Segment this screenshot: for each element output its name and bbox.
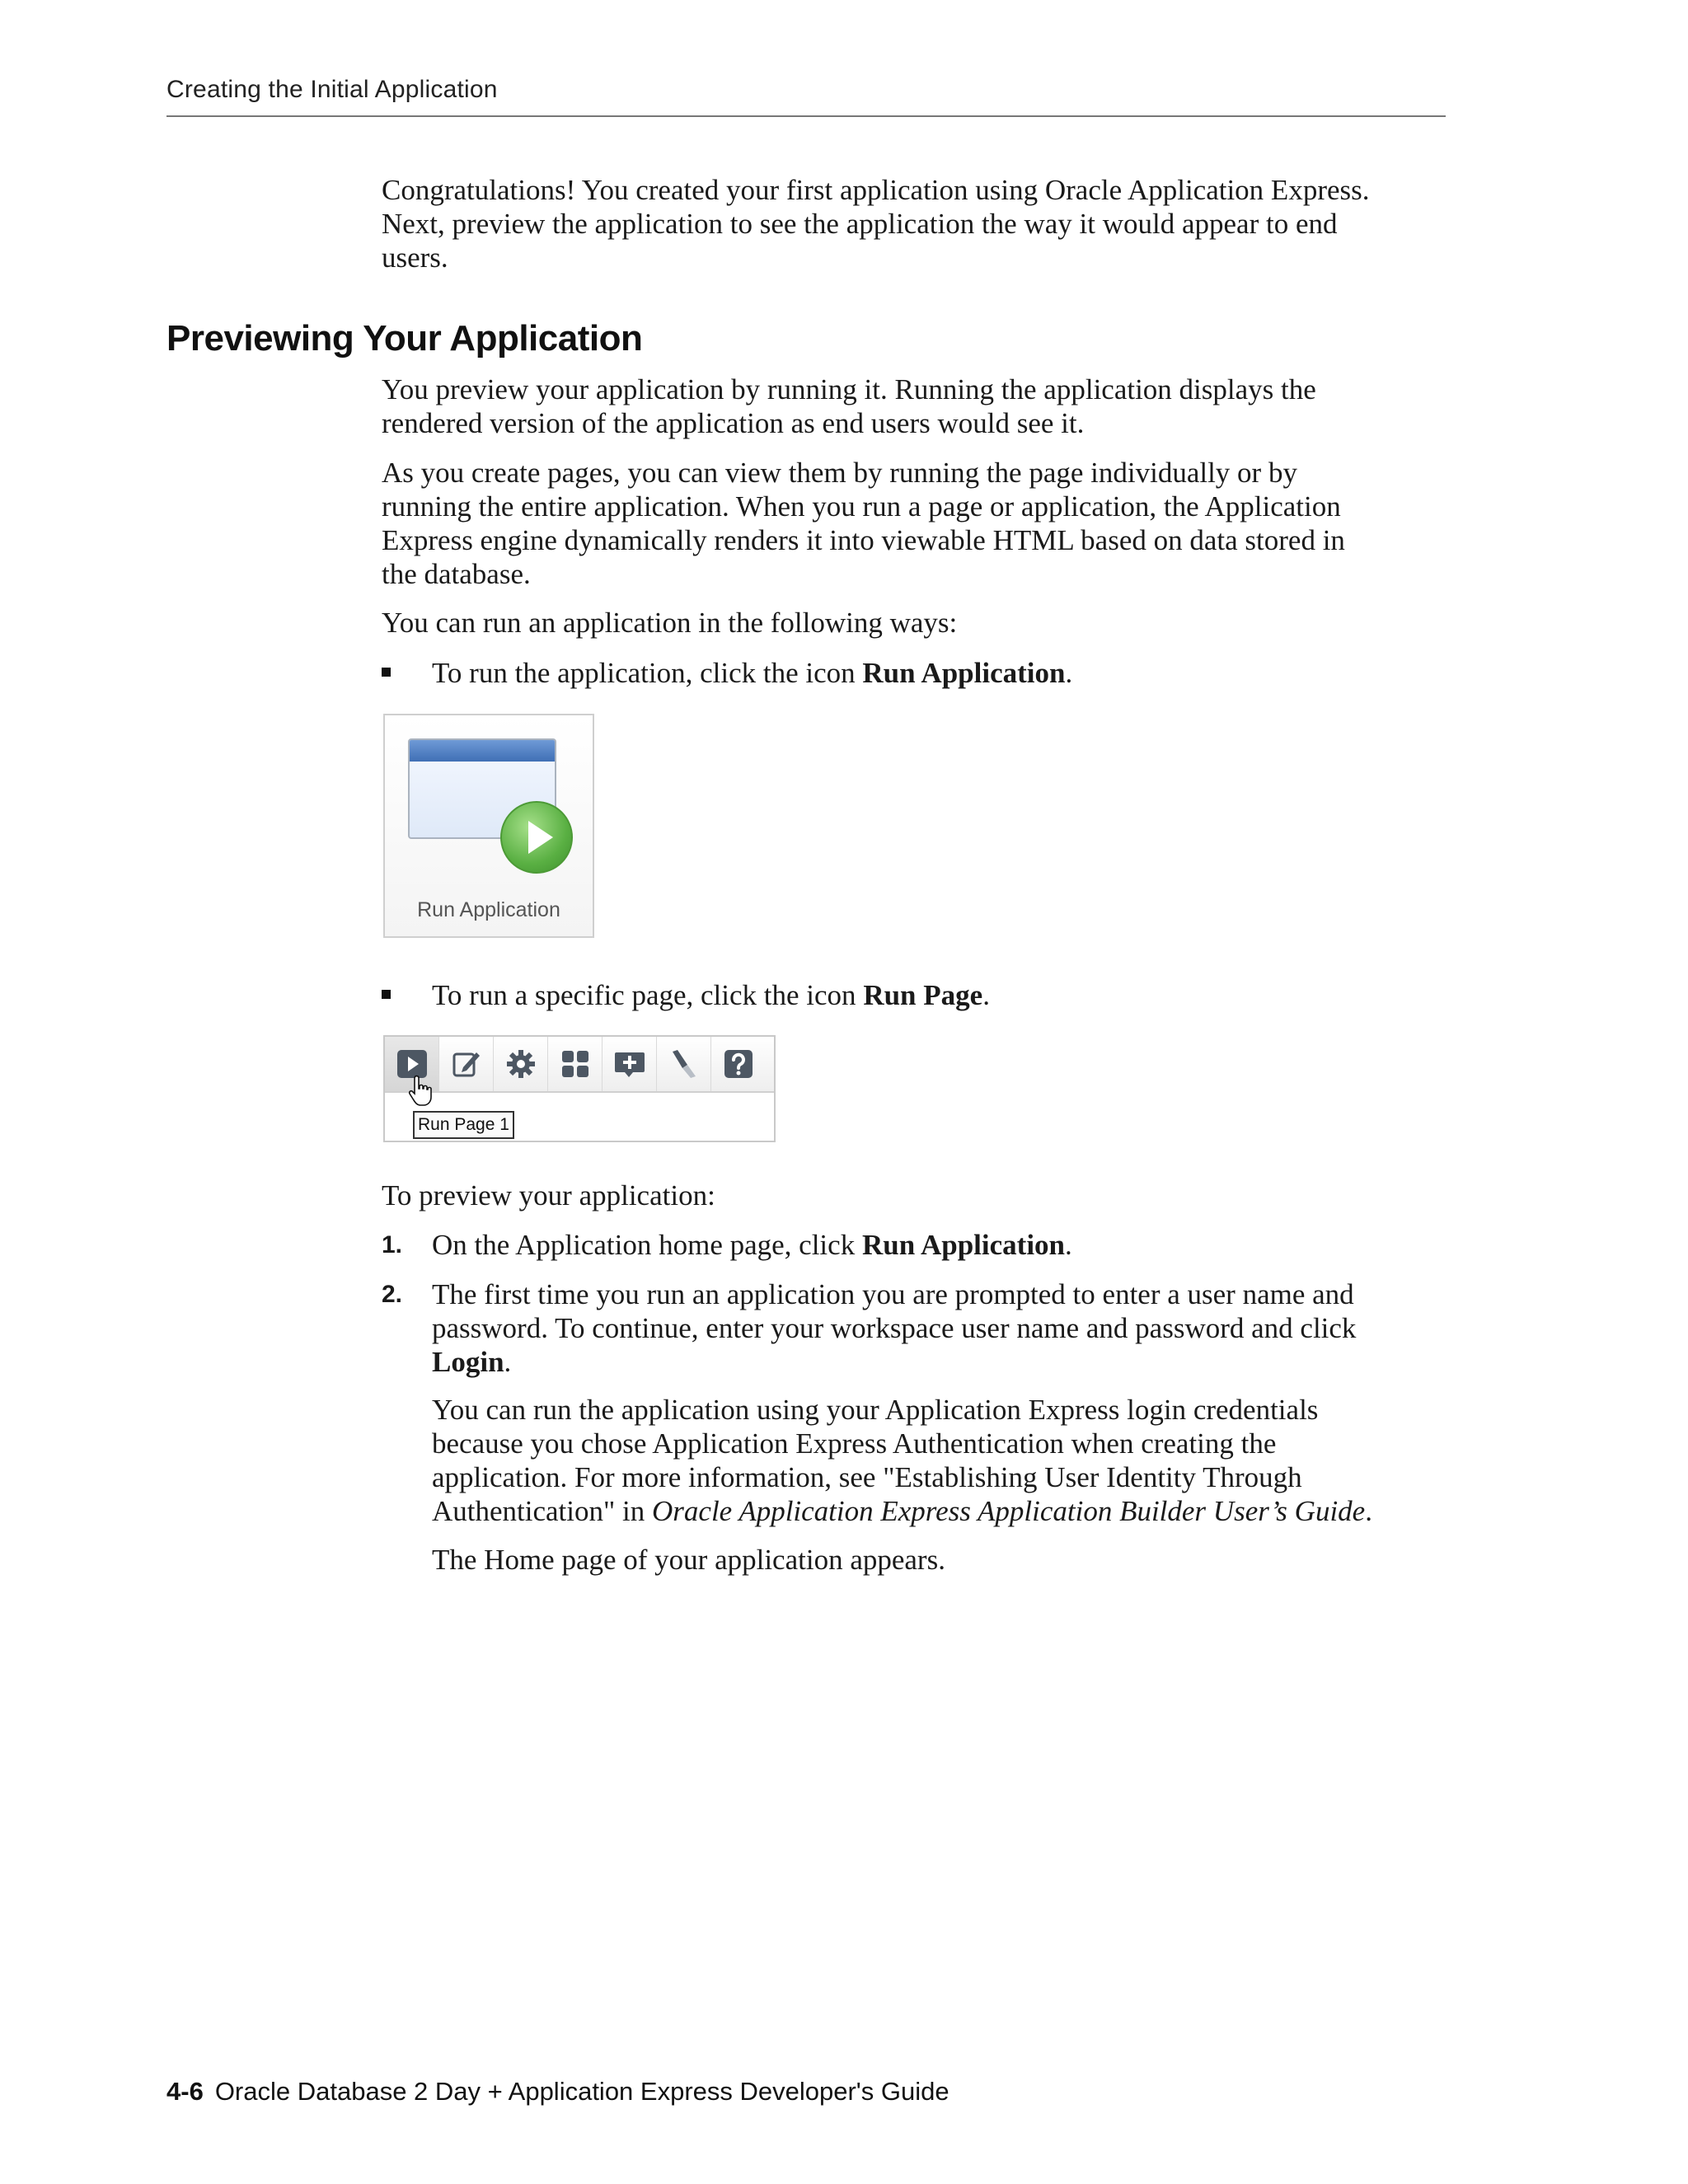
play-icon bbox=[500, 801, 573, 874]
step-bold: Login bbox=[432, 1346, 504, 1378]
step-suffix: . bbox=[504, 1346, 512, 1378]
step-line: The first time you run an application you are prompted to enter a user name and bbox=[432, 1278, 1354, 1310]
step-number: 2. bbox=[382, 1281, 403, 1308]
note-line bbox=[432, 1494, 1446, 1528]
add-comment-button[interactable] bbox=[603, 1037, 657, 1091]
grid-icon bbox=[560, 1049, 590, 1079]
bullet-suffix: . bbox=[1065, 657, 1073, 689]
run-application-label: Run Application bbox=[417, 898, 560, 921]
procedure-intro bbox=[382, 1179, 1445, 1212]
brush-icon bbox=[669, 1048, 699, 1080]
tooltip-run-page: Run Page 1 bbox=[413, 1111, 514, 1139]
para-line: rendered version of the application as end users would see it. bbox=[382, 407, 1085, 439]
intro-line: Congratulations! You created your first application using Oracle Application Express. bbox=[382, 174, 1370, 206]
step-number: 1. bbox=[382, 1231, 403, 1258]
section-para-3 bbox=[382, 606, 1445, 640]
section-heading: Previewing Your Application bbox=[166, 318, 643, 359]
book-title-reference: Oracle Application Express Application Builder User’s Guide bbox=[652, 1495, 1366, 1527]
step-text bbox=[432, 1228, 1446, 1262]
bullet-square-icon bbox=[382, 668, 391, 677]
edit-icon bbox=[452, 1049, 481, 1079]
para-line: As you create pages, you can view them by running the page individually or by bbox=[382, 457, 1297, 489]
page-toolbar bbox=[383, 1035, 776, 1142]
help-button[interactable] bbox=[711, 1037, 766, 1091]
note-text bbox=[432, 1393, 1446, 1528]
toolbar-strip bbox=[385, 1037, 774, 1093]
para-line: Express engine dynamically renders it into viewable HTML based on data stored in bbox=[382, 524, 1345, 556]
bullet-square-icon bbox=[382, 990, 391, 999]
para-line: the database. bbox=[382, 558, 531, 590]
step-line: password. To continue, enter your workspace user name and password and click bbox=[432, 1312, 1357, 1344]
help-icon bbox=[723, 1048, 754, 1080]
bullet-prefix: To run the application, click the icon bbox=[432, 657, 863, 689]
bullet-text bbox=[432, 978, 990, 1012]
step-suffix: . bbox=[1065, 1229, 1072, 1261]
bullet-suffix: . bbox=[982, 979, 990, 1011]
step-bold: Run Application bbox=[861, 1229, 1066, 1261]
step-line bbox=[432, 1345, 1446, 1379]
window-title-bar bbox=[410, 740, 555, 762]
step-prefix: On the Application home page, click bbox=[432, 1229, 862, 1261]
para-line: To preview your application: bbox=[382, 1179, 715, 1212]
note-prefix: Authentication" in bbox=[432, 1495, 653, 1527]
intro-line: users. bbox=[382, 241, 448, 274]
run-application-tile[interactable] bbox=[383, 714, 594, 938]
page-number: 4-6 bbox=[166, 2077, 204, 2106]
para-line: You can run an application in the following ways: bbox=[382, 607, 958, 639]
page-settings-button[interactable] bbox=[494, 1037, 548, 1091]
bullet-bold: Run Application bbox=[862, 657, 1066, 689]
intro-line: Next, preview the application to see the application the way it would appear to end bbox=[382, 208, 1338, 240]
running-header: Creating the Initial Application bbox=[166, 76, 498, 103]
para-line: You preview your application by running it. Running the application displays the bbox=[382, 373, 1316, 405]
note-line: You can run the application using your Application Express login credentials bbox=[432, 1394, 1319, 1426]
book-title: Oracle Database 2 Day + Application Express Developer's Guide bbox=[214, 2077, 950, 2106]
note-line: because you chose Application Express Authentication when creating the bbox=[432, 1427, 1277, 1460]
hand-cursor-icon bbox=[408, 1075, 433, 1109]
header-rule bbox=[166, 115, 1446, 117]
para-line: running the entire application. When you run a page or application, the Application bbox=[382, 490, 1341, 523]
developer-tools-button[interactable] bbox=[657, 1037, 711, 1091]
bullet-prefix: To run a specific page, click the icon bbox=[432, 979, 864, 1011]
note-suffix: . bbox=[1365, 1495, 1372, 1527]
add-comment-icon bbox=[614, 1048, 645, 1080]
intro-paragraph bbox=[382, 173, 1445, 274]
bullet-text bbox=[432, 656, 1072, 690]
note-line: application. For more information, see "Establishing User Identity Through bbox=[432, 1461, 1302, 1493]
bullet-bold: Run Page bbox=[863, 979, 983, 1011]
edit-page-button[interactable] bbox=[439, 1037, 494, 1091]
page-footer bbox=[166, 2077, 950, 2107]
section-para-2 bbox=[382, 456, 1445, 591]
step-text bbox=[432, 1277, 1446, 1379]
gear-icon bbox=[505, 1048, 537, 1080]
section-para-1 bbox=[382, 373, 1445, 440]
shared-components-button[interactable] bbox=[548, 1037, 603, 1091]
result-text: The Home page of your application appears. bbox=[432, 1544, 945, 1576]
